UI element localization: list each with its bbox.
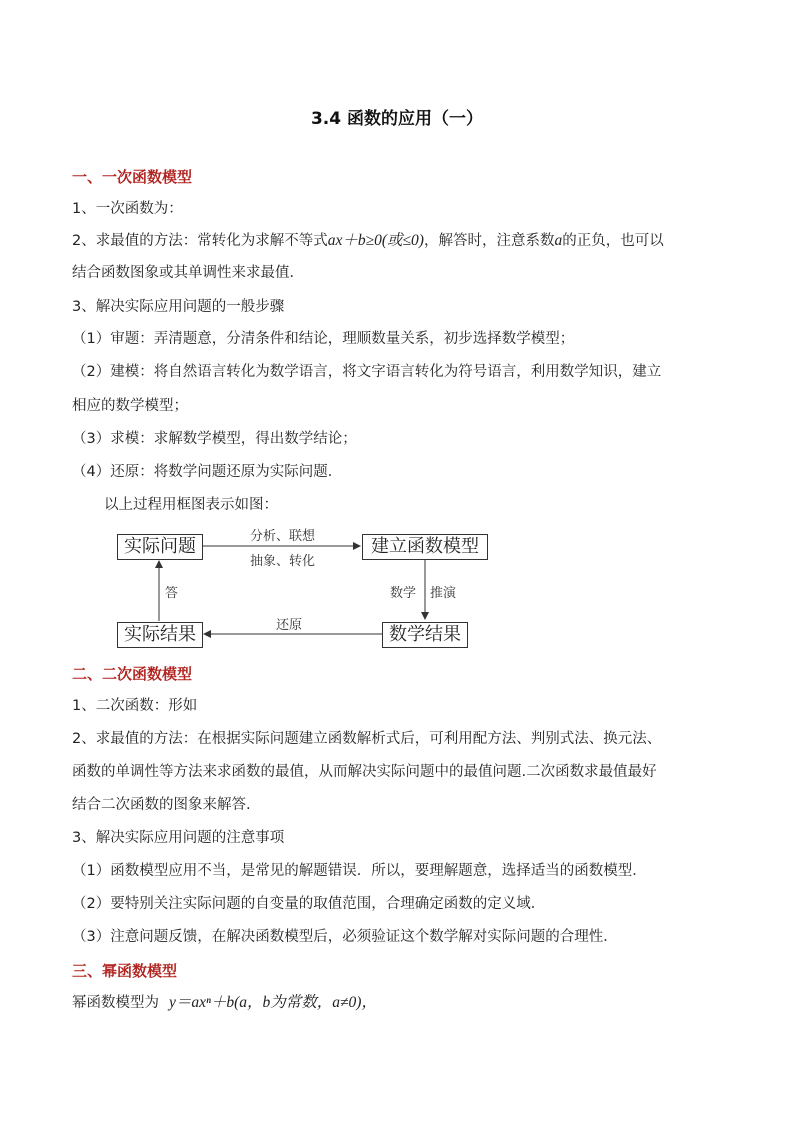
- box-build-model: 建立函数模型: [362, 534, 488, 560]
- text-run: 幂函数模型为: [72, 995, 159, 1011]
- label-abstract: 抽象、转化: [250, 554, 316, 569]
- paragraph-line: 2、求最值的方法：在根据实际问题建立函数解析式后，可利用配方法、判别式法、换元法、: [72, 731, 662, 747]
- text-run: 的正负，也可以: [562, 233, 664, 249]
- math-variable: a: [554, 232, 563, 249]
- box-actual-result: 实际结果: [117, 622, 203, 648]
- paragraph-line: （1）审题：弄清题意，分清条件和结论，理顺数量关系，初步选择数学模型；: [72, 331, 575, 347]
- paragraph-line: [72, 993, 724, 1013]
- box-actual-problem: 实际问题: [117, 534, 203, 560]
- paragraph-line: （4）还原：将数学问题还原为实际问题．: [72, 464, 343, 480]
- label-restore: 还原: [276, 618, 303, 633]
- paragraph-line: 1、二次函数：形如: [72, 698, 198, 714]
- text-run: ，解答时，注意系数: [423, 233, 555, 249]
- label-analyze: 分析、联想: [250, 529, 316, 544]
- paragraph-line: （2）建模：将自然语言转化为数学语言，将文字语言转化为符号语言，利用数学知识，建立: [72, 364, 662, 380]
- label-answer: 答: [165, 586, 179, 601]
- section-heading-linear: 一、一次函数模型: [72, 168, 193, 186]
- math-expression: ax＋b≥0(或≤0): [327, 232, 424, 249]
- section-heading-power: 三、幂函数模型: [72, 962, 178, 980]
- page-title: 3.4 函数的应用（一）: [310, 109, 484, 129]
- box-math-result: 数学结果: [382, 622, 468, 648]
- label-math: 数学: [390, 586, 417, 601]
- paragraph-line: 结合函数图象或其单调性来求最值．: [72, 265, 304, 281]
- math-expression: y＝axⁿ＋b(a，b为常数，a≠0)，: [169, 994, 377, 1011]
- paragraph-line: 1、一次函数为：: [72, 201, 183, 217]
- paragraph-line: （3）注意问题反馈，在解决函数模型后，必须验证这个数学解对实际问题的合理性．: [72, 929, 618, 945]
- paragraph-line: 函数的单调性等方法来求函数的最值，从而解决实际问题中的最值问题.二次函数求最值最好: [72, 764, 657, 780]
- section-heading-quadratic: 二、二次函数模型: [72, 665, 193, 683]
- paragraph-line: 以上过程用框图表示如图：: [104, 497, 278, 513]
- label-deduce: 推演: [430, 586, 457, 601]
- paragraph-line: 结合二次函数的图象来解答.: [72, 797, 251, 813]
- paragraph-line: （2）要特别关注实际问题的自变量的取值范围，合理确定函数的定义域．: [72, 896, 546, 912]
- paragraph-line: 3、解决实际应用问题的注意事项: [72, 830, 285, 846]
- paragraph-line: 相应的数学模型；: [72, 398, 188, 414]
- text-run: 2、求最值的方法：常转化为求解不等式: [72, 233, 328, 249]
- paragraph-line: （3）求模：求解数学模型，得出数学结论；: [72, 431, 357, 447]
- paragraph-line: （1）函数模型应用不当，是常见的解题错误．所以，要理解题意，选择适当的函数模型．: [72, 863, 647, 879]
- paragraph-line: 3、解决实际应用问题的一般步骤: [72, 299, 285, 315]
